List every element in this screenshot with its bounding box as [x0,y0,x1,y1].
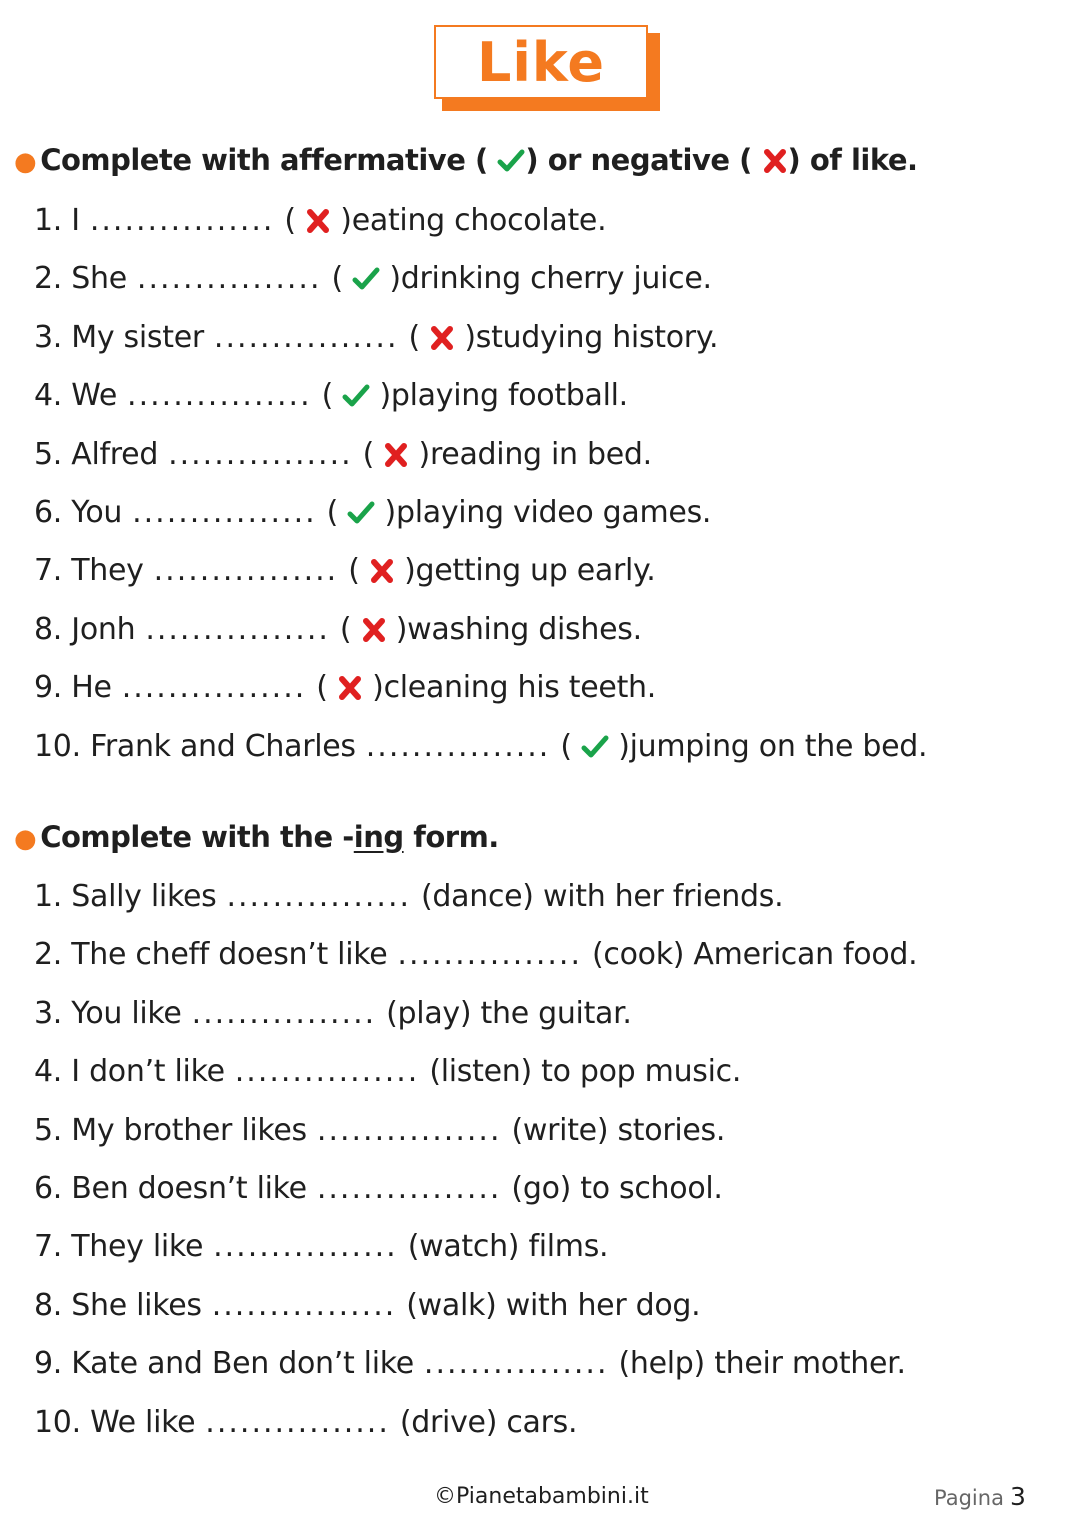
section1-heading [14,143,918,177]
answer-blank: ................ [205,1404,390,1440]
item-rest: eating chocolate. [351,203,607,238]
item-number: 8. [34,611,63,647]
item-number: 1. [34,203,63,238]
item-lead: Kate and Ben don’t like [71,1346,414,1382]
item-subject: You [71,495,123,530]
answer-blank: ................ [365,728,551,764]
answer-blank: ................ [316,1171,502,1206]
section2-heading-part-b: form. [403,820,499,854]
mark-hint: ( ) [340,612,407,652]
item-subject: I [71,203,80,238]
answer-blank: ................ [127,378,312,414]
page-label: Pagina [934,1486,1004,1510]
item-number: 5. [34,1112,63,1148]
verb-hint: (listen) [429,1054,532,1090]
mark-hint: ( ) [348,553,415,593]
checkmark-icon [347,499,375,535]
bullet-icon: ● [14,824,37,854]
verb-hint: (help) [618,1346,705,1382]
mark-hint: ( ) [316,670,383,710]
exercise2-row [34,1346,906,1382]
answer-blank: ................ [136,261,322,297]
answer-blank: ................ [153,553,339,589]
answer-blank: ................ [316,1112,502,1148]
item-lead: She likes [71,1287,202,1323]
mark-hint: ( ) [284,203,351,243]
exercise2-row [34,1054,741,1090]
answer-blank: ................ [89,203,275,238]
answer-blank: ................ [234,1054,420,1090]
cross-icon [383,441,409,477]
item-number: 2. [34,261,63,297]
exercise1-row [34,437,652,477]
checkmark-icon [342,382,370,418]
item-subject: Jonh [71,611,136,647]
item-number: 7. [34,553,63,589]
verb-hint: (watch) [407,1229,520,1265]
item-rest: the guitar. [480,995,632,1031]
cross-icon [305,207,331,243]
item-subject: My sister [71,319,204,355]
answer-blank: ................ [397,937,582,973]
exercise2-row [34,1229,608,1265]
item-rest: studying history. [475,319,719,355]
section1-heading-part-c: ) of like. [787,143,918,177]
page-title: Like [476,30,605,94]
exercise2-row [34,937,917,973]
item-rest: their mother. [714,1346,906,1382]
exercise2-row [34,1288,700,1324]
item-number: 1. [34,879,63,914]
exercise2-row [34,996,632,1032]
item-rest: films. [528,1229,609,1265]
item-number: 6. [34,495,63,530]
exercise1-row [34,670,656,710]
item-rest: to school. [580,1171,723,1206]
page-number: 3 [1009,1482,1026,1511]
item-subject: They [71,553,144,589]
verb-hint: (drive) [399,1404,498,1440]
exercise1-row [34,261,712,301]
item-lead: They like [71,1229,204,1265]
exercise1-row [34,495,711,535]
item-lead: You like [71,995,182,1031]
item-number: 4. [34,1054,63,1090]
item-rest: drinking cherry juice. [400,261,712,297]
item-number: 4. [34,378,63,414]
answer-blank: ................ [132,495,317,530]
item-number: 9. [34,1346,63,1382]
section1-heading-part-b: ) or negative ( [525,143,752,177]
cross-icon [361,616,387,652]
section2-heading-part-a: Complete with the - [40,820,354,854]
section2-heading [14,820,499,854]
exercise2-row [34,879,783,915]
item-number: 3. [34,995,63,1031]
item-lead: The cheff doesn’t like [71,937,388,973]
item-number: 6. [34,1171,63,1206]
mark-hint: ( ) [363,437,430,477]
item-subject: Alfred [71,436,159,472]
item-lead: Ben doesn’t like [71,1171,307,1206]
answer-blank: ................ [168,436,353,472]
item-number: 10. [34,1404,81,1440]
exercise1-row [34,612,642,652]
mark-hint: ( ) [408,320,475,360]
verb-hint: (write) [511,1112,609,1148]
checkmark-icon [497,148,525,174]
answer-blank: ................ [211,1287,397,1323]
item-lead: My brother likes [71,1112,307,1148]
item-rest: washing dishes. [407,611,642,647]
section2-heading-underlined: ing [353,820,404,854]
cross-icon [369,557,395,593]
item-rest: American food. [693,937,918,973]
checkmark-icon [352,265,380,301]
verb-hint: (play) [386,995,472,1031]
item-rest: with her dog. [505,1287,701,1323]
item-subject: He [71,670,112,706]
item-rest: to pop music. [541,1054,742,1090]
exercise1-row [34,378,628,418]
item-lead: I don’t like [71,1054,225,1090]
item-number: 8. [34,1287,63,1323]
footer-brand: ©Pianetabambini.it [434,1484,649,1509]
mark-hint: ( ) [322,378,391,418]
answer-blank: ................ [145,611,330,647]
mark-hint: ( ) [560,729,629,769]
cross-icon [337,674,363,710]
item-rest: with her friends. [542,879,784,914]
item-rest: reading in bed. [429,436,652,472]
item-number: 5. [34,436,63,472]
item-number: 2. [34,937,63,973]
footer-page [934,1482,1026,1511]
answer-blank: ................ [423,1346,609,1382]
item-subject: We [71,378,118,414]
item-number: 7. [34,1229,63,1265]
item-number: 3. [34,319,63,355]
answer-blank: ................ [226,879,412,914]
exercise1-row [34,320,718,360]
bullet-icon: ● [14,147,37,177]
mark-hint: ( ) [331,261,400,301]
item-rest: jumping on the bed. [629,728,928,764]
checkmark-icon [581,733,609,769]
verb-hint: (go) [511,1171,572,1206]
title-banner [434,25,662,115]
item-rest: cars. [506,1404,578,1440]
cross-icon [762,148,788,174]
item-rest: playing video games. [395,495,712,530]
item-lead: We like [90,1404,196,1440]
item-rest: cleaning his teeth. [383,670,656,706]
answer-blank: ................ [213,319,399,355]
exercise2-row [34,1171,723,1207]
item-rest: playing football. [390,378,628,414]
item-rest: stories. [617,1112,726,1148]
item-number: 10. [34,728,81,764]
answer-blank: ................ [121,670,307,706]
verb-hint: (walk) [406,1287,497,1323]
item-rest: getting up early. [415,553,656,589]
mark-hint: ( ) [327,495,396,535]
cross-icon [429,324,455,360]
title-box [434,25,648,99]
exercise2-row [34,1113,725,1149]
item-lead: Sally likes [71,879,217,914]
section1-heading-part-a: Complete with affermative ( [40,143,488,177]
exercise1-row [34,553,655,593]
exercise1-row [34,203,606,243]
verb-hint: (dance) [421,879,534,914]
exercise2-row [34,1405,577,1441]
verb-hint: (cook) [591,937,685,973]
item-number: 9. [34,670,63,706]
answer-blank: ................ [191,995,377,1031]
exercise1-row [34,729,927,769]
item-subject: Frank and Charles [90,728,356,764]
item-subject: She [71,261,127,297]
answer-blank: ................ [213,1229,398,1265]
